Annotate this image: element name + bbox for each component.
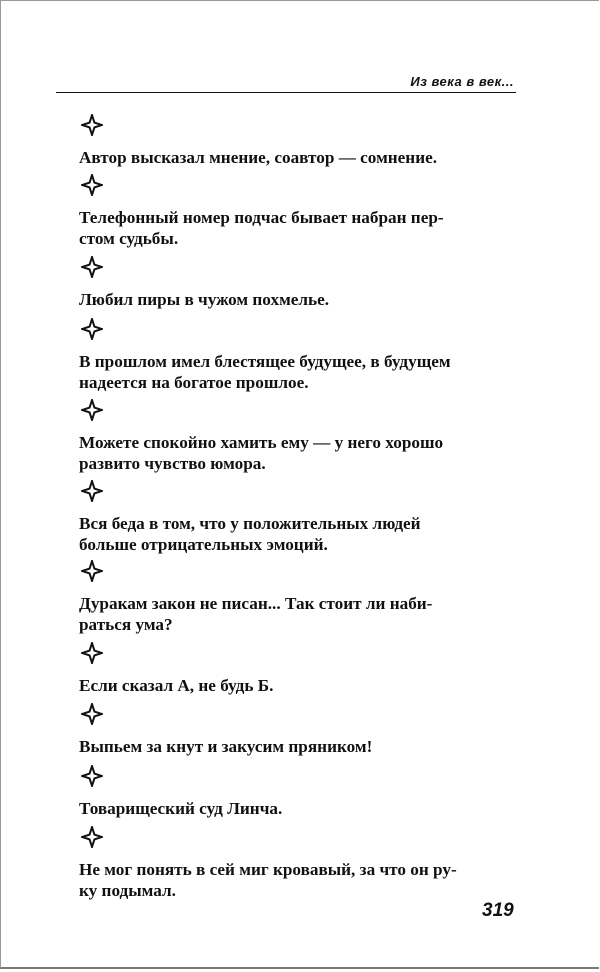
four-point-star-icon — [81, 703, 103, 725]
aphorism-text: В прошлом имел блестящее будущее, в будущем надеется на богатое прошлое. — [79, 352, 451, 392]
list-item — [79, 642, 519, 696]
aphorism-text: Вся беда в том, что у положительных людей больше отрицательных эмоций. — [79, 514, 421, 554]
four-point-star-icon — [81, 318, 103, 340]
aphorism-text: Не мог понять в сей миг кровавый, за что он ру- ку подымал. — [79, 860, 457, 900]
list-item — [79, 826, 519, 901]
four-point-star-icon — [81, 826, 103, 848]
list-item — [79, 114, 519, 168]
aphorism-text: Выпьем за кнут и закусим пряником! — [79, 737, 373, 756]
aphorism-text: Товарищеский суд Линча. — [79, 799, 283, 818]
four-point-star-icon — [81, 560, 103, 582]
list-item — [79, 480, 519, 555]
aphorism-text: Телефонный номер подчас бывает набран пер- стом судьбы. — [79, 208, 444, 248]
aphorism-text: Любил пиры в чужом похмелье. — [79, 290, 330, 309]
running-title: Из века в век... — [410, 74, 514, 89]
four-point-star-icon — [81, 642, 103, 664]
list-item — [79, 765, 519, 819]
aphorism-text: Если сказал А, не будь Б. — [79, 676, 274, 695]
aphorism-text: Можете спокойно хамить ему — у него хорошо развито чувство юмора. — [79, 433, 444, 473]
four-point-star-icon — [81, 399, 103, 421]
four-point-star-icon — [81, 114, 103, 136]
running-head — [56, 70, 516, 93]
list-item — [79, 399, 519, 474]
aphorism-text: Дуракам закон не писан... Так стоит ли наби- раться ума? — [79, 594, 433, 634]
list-item — [79, 560, 519, 635]
aphorism-text: Автор высказал мнение, соавтор — сомнение. — [79, 148, 438, 167]
list-item — [79, 174, 519, 249]
four-point-star-icon — [81, 174, 103, 196]
four-point-star-icon — [81, 256, 103, 278]
list-item — [79, 318, 519, 393]
page-number: 319 — [482, 900, 514, 921]
list-item — [79, 703, 519, 757]
four-point-star-icon — [81, 765, 103, 787]
four-point-star-icon — [81, 480, 103, 502]
list-item — [79, 256, 519, 310]
